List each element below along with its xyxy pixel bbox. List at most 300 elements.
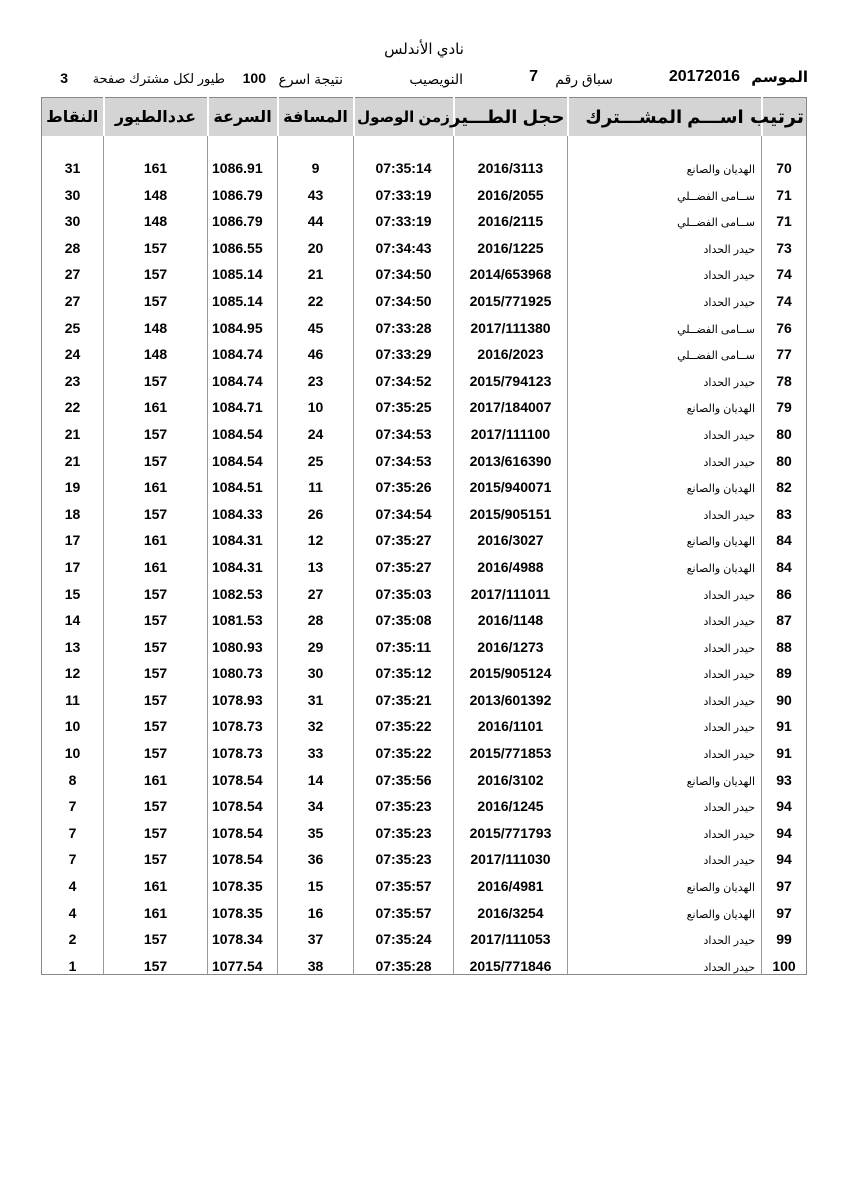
- rank-cell: 74: [762, 282, 807, 309]
- rank-cell: 80: [762, 415, 807, 442]
- birds-count-cell: 157: [104, 575, 208, 602]
- table-row: [42, 522, 807, 549]
- season-value: 20172016: [668, 68, 740, 85]
- distance-cell: 44: [278, 203, 354, 230]
- season-label: الموسم: [751, 69, 808, 86]
- distance-cell: 16: [278, 894, 354, 921]
- speed-cell: 1086.91: [208, 136, 278, 176]
- arrival-time-cell: 07:33:19: [354, 176, 454, 203]
- birds-count-cell: 157: [104, 814, 208, 841]
- distance-cell: 30: [278, 655, 354, 682]
- rank-cell: 87: [762, 602, 807, 629]
- points-cell: 15: [64, 585, 81, 602]
- participant-cell: حيدر الحداد: [568, 229, 762, 256]
- distance-cell: 38: [278, 947, 354, 974]
- points-cell: 7: [68, 824, 77, 841]
- participant-cell: الهديان والصانع: [568, 469, 762, 496]
- speed-cell: 1082.53: [208, 575, 278, 602]
- arrival-time-cell: 07:34:52: [354, 362, 454, 389]
- points-cell: 24: [64, 346, 81, 363]
- points-cell: 28: [64, 239, 81, 256]
- speed-cell: 1084.74: [208, 336, 278, 363]
- birds-count-cell: 161: [104, 469, 208, 496]
- points-cell: 19: [64, 479, 81, 496]
- points-cell: 21: [64, 452, 81, 469]
- table-row: [42, 469, 807, 496]
- speed-cell: 1078.35: [208, 894, 278, 921]
- ring-cell: 2016/3102: [454, 761, 568, 788]
- speed-cell: 1078.54: [208, 841, 278, 868]
- birds-count-cell: 157: [104, 841, 208, 868]
- distance-cell: 20: [278, 229, 354, 256]
- results-table: [41, 97, 807, 975]
- speed-cell: 1084.54: [208, 415, 278, 442]
- speed-cell: 1085.14: [208, 256, 278, 283]
- table-row: [42, 575, 807, 602]
- rank-cell: 91: [762, 734, 807, 761]
- points-cell: 12: [64, 665, 81, 682]
- ring-cell: 2016/2115: [454, 203, 568, 230]
- ring-cell: 2015/940071: [454, 469, 568, 496]
- speed-cell: 1084.74: [208, 362, 278, 389]
- arrival-time-cell: 07:35:23: [354, 814, 454, 841]
- participant-cell: حيدر الحداد: [568, 628, 762, 655]
- rank-cell: 70: [762, 136, 807, 176]
- arrival-time-cell: 07:34:43: [354, 229, 454, 256]
- points-cell: 2: [68, 931, 77, 948]
- arrival-time-cell: 07:35:22: [354, 734, 454, 761]
- rank-cell: 91: [762, 708, 807, 735]
- rank-cell: 89: [762, 655, 807, 682]
- col-arrival-header: زمن الوصول: [354, 98, 454, 137]
- speed-cell: 1084.95: [208, 309, 278, 336]
- ring-cell: 2017/184007: [454, 389, 568, 416]
- ring-cell: 2016/1273: [454, 628, 568, 655]
- arrival-time-cell: 07:35:57: [354, 894, 454, 921]
- points-cell: 22: [64, 399, 81, 416]
- participant-cell: حيدر الحداد: [568, 921, 762, 948]
- rank-cell: 80: [762, 442, 807, 469]
- points-cell: 7: [68, 798, 77, 815]
- birds-count-cell: 161: [104, 867, 208, 894]
- col-rank-header: ترتيب: [762, 98, 807, 137]
- speed-cell: 1078.73: [208, 708, 278, 735]
- table-row: [42, 136, 807, 176]
- table-row: [42, 309, 807, 336]
- ring-cell: 2016/1148: [454, 602, 568, 629]
- arrival-time-cell: 07:35:08: [354, 602, 454, 629]
- points-cell: 13: [64, 638, 81, 655]
- rank-cell: 76: [762, 309, 807, 336]
- participant-cell: الهديان والصانع: [568, 136, 762, 176]
- col-participant-header: اســـم المشـــترك: [568, 98, 762, 137]
- birds-count-cell: 161: [104, 136, 208, 176]
- distance-cell: 46: [278, 336, 354, 363]
- participant-cell: حيدر الحداد: [568, 655, 762, 682]
- ring-cell: 2016/1225: [454, 229, 568, 256]
- table-row: [42, 336, 807, 363]
- participant-cell: حيدر الحداد: [568, 495, 762, 522]
- points-cell: 10: [64, 745, 81, 762]
- speed-cell: 1084.51: [208, 469, 278, 496]
- speed-cell: 1078.34: [208, 921, 278, 948]
- speed-cell: 1085.14: [208, 282, 278, 309]
- points-cell: 31: [64, 160, 81, 176]
- arrival-time-cell: 07:33:28: [354, 309, 454, 336]
- table-row: [42, 415, 807, 442]
- table-row: [42, 256, 807, 283]
- rank-cell: 97: [762, 867, 807, 894]
- distance-cell: 22: [278, 282, 354, 309]
- speed-cell: 1084.31: [208, 548, 278, 575]
- birds-count-cell: 157: [104, 282, 208, 309]
- arrival-time-cell: 07:35:03: [354, 575, 454, 602]
- birds-count-cell: 157: [104, 628, 208, 655]
- points-cell: 11: [65, 691, 80, 708]
- distance-cell: 24: [278, 415, 354, 442]
- speed-cell: 1084.31: [208, 522, 278, 549]
- arrival-time-cell: 07:35:28: [354, 947, 454, 974]
- points-cell: 18: [64, 505, 81, 522]
- birds-count-cell: 157: [104, 734, 208, 761]
- table-row: [42, 921, 807, 948]
- distance-cell: 12: [278, 522, 354, 549]
- points-cell: 8: [68, 771, 77, 788]
- rank-cell: 90: [762, 681, 807, 708]
- distance-cell: 36: [278, 841, 354, 868]
- rank-cell: 94: [762, 841, 807, 868]
- points-cell: 30: [64, 186, 81, 203]
- birds-count-cell: 157: [104, 681, 208, 708]
- participant-cell: الهديان والصانع: [568, 522, 762, 549]
- speed-cell: 1080.73: [208, 655, 278, 682]
- participant-cell: الهديان والصانع: [568, 389, 762, 416]
- points-cell: 7: [68, 851, 77, 868]
- ring-cell: 2016/1245: [454, 788, 568, 815]
- ring-cell: 2016/3027: [454, 522, 568, 549]
- birds-count-cell: 157: [104, 256, 208, 283]
- ring-cell: 2017/111053: [454, 921, 568, 948]
- table-row: [42, 229, 807, 256]
- arrival-time-cell: 07:34:53: [354, 415, 454, 442]
- table-row: [42, 761, 807, 788]
- birds-count-cell: 157: [104, 415, 208, 442]
- participant-cell: ســامى الفضــلي: [568, 203, 762, 230]
- points-cell: 1: [68, 957, 77, 974]
- page-number: 3: [60, 70, 68, 86]
- distance-cell: 33: [278, 734, 354, 761]
- rank-cell: 94: [762, 814, 807, 841]
- rank-cell: 88: [762, 628, 807, 655]
- participant-cell: حيدر الحداد: [568, 575, 762, 602]
- ring-cell: 2015/771846: [454, 947, 568, 974]
- birds-count-cell: 157: [104, 495, 208, 522]
- speed-cell: 1084.71: [208, 389, 278, 416]
- participant-cell: الهديان والصانع: [568, 867, 762, 894]
- ring-cell: 2016/1101: [454, 708, 568, 735]
- points-cell: 14: [64, 612, 81, 629]
- speed-cell: 1080.93: [208, 628, 278, 655]
- rank-cell: 77: [762, 336, 807, 363]
- distance-cell: 10: [278, 389, 354, 416]
- table-row: [42, 655, 807, 682]
- participant-cell: حيدر الحداد: [568, 256, 762, 283]
- arrival-time-cell: 07:35:57: [354, 867, 454, 894]
- ring-cell: 2016/4981: [454, 867, 568, 894]
- ring-cell: 2015/771925: [454, 282, 568, 309]
- col-ring-header: حجل الطـــير: [454, 98, 568, 137]
- rank-cell: 94: [762, 788, 807, 815]
- race-number-value: 7: [529, 68, 538, 85]
- speed-cell: 1078.54: [208, 788, 278, 815]
- distance-cell: 25: [278, 442, 354, 469]
- speed-cell: 1078.54: [208, 761, 278, 788]
- participant-cell: حيدر الحداد: [568, 947, 762, 974]
- rank-cell: 83: [762, 495, 807, 522]
- birds-count-cell: 161: [104, 894, 208, 921]
- arrival-time-cell: 07:35:27: [354, 522, 454, 549]
- arrival-time-cell: 07:34:50: [354, 256, 454, 283]
- birds-count-cell: 148: [104, 309, 208, 336]
- ring-cell: 2016/2055: [454, 176, 568, 203]
- points-cell: 4: [68, 904, 77, 921]
- table-row: [42, 947, 807, 974]
- rank-cell: 73: [762, 229, 807, 256]
- ring-cell: 2017/111030: [454, 841, 568, 868]
- rank-cell: 93: [762, 761, 807, 788]
- birds-count-cell: 157: [104, 788, 208, 815]
- speed-cell: 1086.79: [208, 203, 278, 230]
- table-row: [42, 495, 807, 522]
- distance-cell: 27: [278, 575, 354, 602]
- distance-cell: 28: [278, 602, 354, 629]
- ring-cell: 2013/601392: [454, 681, 568, 708]
- arrival-time-cell: 07:35:56: [354, 761, 454, 788]
- rank-cell: 97: [762, 894, 807, 921]
- arrival-time-cell: 07:35:14: [354, 136, 454, 176]
- rank-cell: 82: [762, 469, 807, 496]
- ring-cell: 2015/771793: [454, 814, 568, 841]
- birds-count-cell: 157: [104, 947, 208, 974]
- points-cell: 17: [64, 558, 81, 575]
- table-row: [42, 867, 807, 894]
- points-cell: 23: [64, 372, 81, 389]
- birds-count-cell: 148: [104, 176, 208, 203]
- participant-cell: ســامى الفضــلي: [568, 336, 762, 363]
- points-cell: 27: [64, 266, 81, 283]
- table-row: [42, 282, 807, 309]
- arrival-time-cell: 07:34:50: [354, 282, 454, 309]
- table-row: [42, 362, 807, 389]
- speed-cell: 1081.53: [208, 602, 278, 629]
- participant-cell: حيدر الحداد: [568, 442, 762, 469]
- birds-count-cell: 157: [104, 602, 208, 629]
- rank-cell: 100: [762, 947, 807, 974]
- table-row: [42, 681, 807, 708]
- rank-cell: 79: [762, 389, 807, 416]
- arrival-time-cell: 07:35:11: [354, 628, 454, 655]
- distance-cell: 35: [278, 814, 354, 841]
- table-row: [42, 788, 807, 815]
- rank-cell: 86: [762, 575, 807, 602]
- distance-cell: 14: [278, 761, 354, 788]
- speed-cell: 1078.93: [208, 681, 278, 708]
- distance-cell: 31: [278, 681, 354, 708]
- participant-cell: حيدر الحداد: [568, 681, 762, 708]
- table-row: [42, 894, 807, 921]
- rank-cell: 71: [762, 176, 807, 203]
- participant-cell: حيدر الحداد: [568, 788, 762, 815]
- distance-cell: 43: [278, 176, 354, 203]
- table-row: [42, 442, 807, 469]
- distance-cell: 29: [278, 628, 354, 655]
- distance-cell: 13: [278, 548, 354, 575]
- arrival-time-cell: 07:35:22: [354, 708, 454, 735]
- table-row: [42, 176, 807, 203]
- ring-cell: 2015/905151: [454, 495, 568, 522]
- birds-count-cell: 148: [104, 336, 208, 363]
- participant-cell: حيدر الحداد: [568, 602, 762, 629]
- ring-cell: 2017/111100: [454, 415, 568, 442]
- arrival-time-cell: 07:33:29: [354, 336, 454, 363]
- rank-cell: 84: [762, 522, 807, 549]
- points-cell: 17: [64, 532, 81, 549]
- table-row: [42, 389, 807, 416]
- speed-cell: 1084.54: [208, 442, 278, 469]
- points-cell: 4: [68, 878, 77, 895]
- ring-cell: 2016/2023: [454, 336, 568, 363]
- rank-cell: 84: [762, 548, 807, 575]
- rank-cell: 71: [762, 203, 807, 230]
- distance-cell: 9: [278, 136, 354, 176]
- participant-cell: حيدر الحداد: [568, 362, 762, 389]
- table-row: [42, 602, 807, 629]
- club-title: نادي الأندلس: [384, 41, 464, 58]
- birds-count-cell: 161: [104, 761, 208, 788]
- ring-cell: 2017/111380: [454, 309, 568, 336]
- birds-count-cell: 157: [104, 708, 208, 735]
- distance-cell: 26: [278, 495, 354, 522]
- points-cell: 21: [64, 425, 81, 442]
- speed-cell: 1078.73: [208, 734, 278, 761]
- participant-cell: حيدر الحداد: [568, 415, 762, 442]
- table-row: [42, 814, 807, 841]
- participant-cell: الهديان والصانع: [568, 894, 762, 921]
- race-info-line: [0, 68, 848, 92]
- participant-cell: ســامى الفضــلي: [568, 176, 762, 203]
- arrival-time-cell: 07:35:25: [354, 389, 454, 416]
- arrival-time-cell: 07:35:23: [354, 788, 454, 815]
- birds-count-cell: 157: [104, 655, 208, 682]
- participant-cell: ســامى الفضــلي: [568, 309, 762, 336]
- table-header-row: [42, 98, 807, 137]
- birds-count-cell: 161: [104, 522, 208, 549]
- participant-cell: حيدر الحداد: [568, 708, 762, 735]
- points-cell: 27: [64, 292, 81, 309]
- table-row: [42, 708, 807, 735]
- participant-cell: الهديان والصانع: [568, 761, 762, 788]
- participant-cell: حيدر الحداد: [568, 734, 762, 761]
- arrival-time-cell: 07:34:53: [354, 442, 454, 469]
- col-points-header: النقاط: [42, 98, 104, 137]
- ring-cell: 2017/111011: [454, 575, 568, 602]
- birds-count-cell: 157: [104, 921, 208, 948]
- points-cell: 25: [64, 319, 81, 336]
- birds-count-cell: 157: [104, 362, 208, 389]
- col-birds-header: عددالطيور: [104, 98, 208, 137]
- table-row: [42, 628, 807, 655]
- table-row: [42, 203, 807, 230]
- participant-cell: الهديان والصانع: [568, 548, 762, 575]
- speed-cell: 1077.54: [208, 947, 278, 974]
- arrival-time-cell: 07:35:24: [354, 921, 454, 948]
- birds-count-cell: 157: [104, 442, 208, 469]
- speed-cell: 1078.35: [208, 867, 278, 894]
- speed-cell: 1078.54: [208, 814, 278, 841]
- arrival-time-cell: 07:35:12: [354, 655, 454, 682]
- arrival-time-cell: 07:35:21: [354, 681, 454, 708]
- participant-cell: حيدر الحداد: [568, 814, 762, 841]
- rank-cell: 74: [762, 256, 807, 283]
- arrival-time-cell: 07:35:23: [354, 841, 454, 868]
- birds-count-cell: 161: [104, 548, 208, 575]
- points-cell: 30: [64, 213, 81, 230]
- distance-cell: 15: [278, 867, 354, 894]
- col-distance-header: المسافة: [278, 98, 354, 137]
- arrival-time-cell: 07:34:54: [354, 495, 454, 522]
- points-cell: 10: [64, 718, 81, 735]
- distance-cell: 21: [278, 256, 354, 283]
- distance-cell: 11: [278, 469, 354, 496]
- race-name: النويصيب: [409, 71, 463, 87]
- distance-cell: 37: [278, 921, 354, 948]
- speed-cell: 1084.33: [208, 495, 278, 522]
- rank-cell: 78: [762, 362, 807, 389]
- per-member-label: طيور لكل مشترك صفحة: [92, 71, 225, 86]
- ring-cell: 2015/794123: [454, 362, 568, 389]
- result-count: 100: [242, 70, 266, 86]
- ring-cell: 2014/653968: [454, 256, 568, 283]
- ring-cell: 2016/4988: [454, 548, 568, 575]
- birds-count-cell: 157: [104, 229, 208, 256]
- speed-cell: 1086.55: [208, 229, 278, 256]
- col-speed-header: السرعة: [208, 98, 278, 137]
- birds-count-cell: 161: [104, 389, 208, 416]
- table-row: [42, 734, 807, 761]
- ring-cell: 2013/616390: [454, 442, 568, 469]
- distance-cell: 23: [278, 362, 354, 389]
- result-label: نتيجة اسرع: [278, 71, 343, 87]
- arrival-time-cell: 07:33:19: [354, 203, 454, 230]
- arrival-time-cell: 07:35:27: [354, 548, 454, 575]
- participant-cell: حيدر الحداد: [568, 841, 762, 868]
- distance-cell: 32: [278, 708, 354, 735]
- ring-cell: 2015/771853: [454, 734, 568, 761]
- ring-cell: 2016/3113: [454, 136, 568, 176]
- distance-cell: 34: [278, 788, 354, 815]
- race-number-label: سباق رقم: [555, 71, 613, 87]
- speed-cell: 1086.79: [208, 176, 278, 203]
- table-row: [42, 841, 807, 868]
- rank-cell: 99: [762, 921, 807, 948]
- ring-cell: 2016/3254: [454, 894, 568, 921]
- participant-cell: حيدر الحداد: [568, 282, 762, 309]
- distance-cell: 45: [278, 309, 354, 336]
- birds-count-cell: 148: [104, 203, 208, 230]
- table-row: [42, 548, 807, 575]
- ring-cell: 2015/905124: [454, 655, 568, 682]
- arrival-time-cell: 07:35:26: [354, 469, 454, 496]
